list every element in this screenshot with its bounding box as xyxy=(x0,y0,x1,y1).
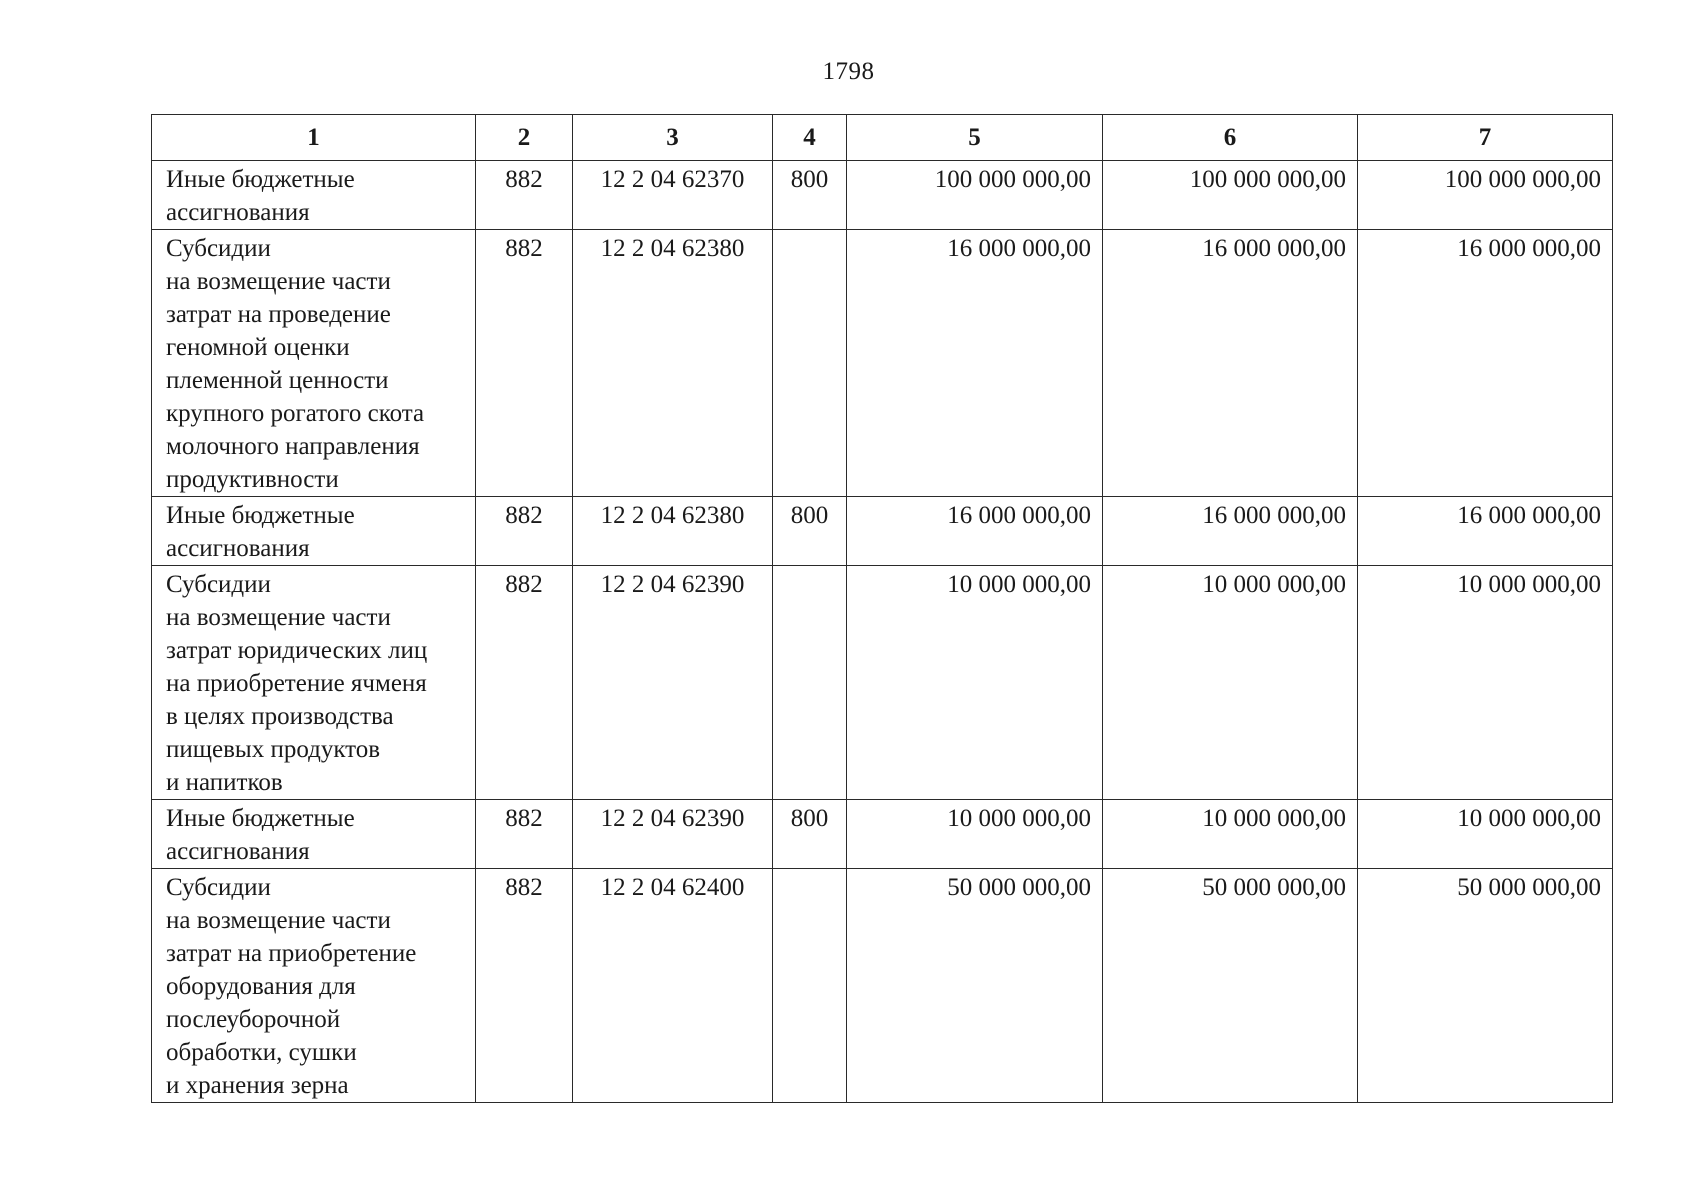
amount-col6-cell: 16 000 000,00 xyxy=(1103,230,1358,497)
target-article-cell: 12 2 04 62390 xyxy=(573,800,773,869)
budget-code-cell: 882 xyxy=(476,869,573,1103)
amount-col6-cell: 10 000 000,00 xyxy=(1103,800,1358,869)
target-article-cell: 12 2 04 62400 xyxy=(573,869,773,1103)
target-article-cell: 12 2 04 62370 xyxy=(573,161,773,230)
amount-col5-cell: 16 000 000,00 xyxy=(847,230,1103,497)
budget-code-cell: 882 xyxy=(476,497,573,566)
amount-col6-cell: 10 000 000,00 xyxy=(1103,566,1358,800)
item-name-line: ассигнования xyxy=(166,199,310,226)
item-name-line: и хранения зерна xyxy=(166,1072,349,1099)
amount-col6-cell: 50 000 000,00 xyxy=(1103,869,1358,1103)
table-body xyxy=(152,161,1613,1103)
expense-type-cell: 800 xyxy=(773,497,847,566)
item-name-line: и напитков xyxy=(166,769,283,796)
item-name-cell xyxy=(152,497,476,566)
budget-code-cell: 882 xyxy=(476,230,573,497)
item-name-cell xyxy=(152,566,476,800)
table-row xyxy=(152,230,1613,497)
target-article-cell: 12 2 04 62390 xyxy=(573,566,773,800)
item-name-line: затрат на проведение xyxy=(166,301,391,328)
item-name-line: затрат юридических лиц xyxy=(166,637,428,664)
item-name-line: Иные бюджетные xyxy=(166,502,355,529)
column-header: 7 xyxy=(1358,115,1613,161)
amount-col5-cell: 16 000 000,00 xyxy=(847,497,1103,566)
expense-type-cell: 800 xyxy=(773,161,847,230)
amount-col7-cell: 50 000 000,00 xyxy=(1358,869,1613,1103)
table-row xyxy=(152,800,1613,869)
column-header: 2 xyxy=(476,115,573,161)
item-name-line: послеуборочной xyxy=(166,1006,341,1033)
item-name-line: Иные бюджетные xyxy=(166,805,355,832)
item-name-line: на возмещение части xyxy=(166,907,391,934)
item-name-cell xyxy=(152,869,476,1103)
expense-type-cell xyxy=(773,869,847,1103)
amount-col7-cell: 16 000 000,00 xyxy=(1358,230,1613,497)
item-name-line: на возмещение части xyxy=(166,268,391,295)
column-header: 6 xyxy=(1103,115,1358,161)
header-row xyxy=(152,115,1613,161)
item-name-line: крупного рогатого скота xyxy=(166,400,425,427)
item-name-line: пищевых продуктов xyxy=(166,736,381,763)
column-header: 4 xyxy=(773,115,847,161)
item-name-line: Субсидии xyxy=(166,571,271,598)
amount-col6-cell: 100 000 000,00 xyxy=(1103,161,1358,230)
item-name-line: племенной ценности xyxy=(166,367,389,394)
column-header: 5 xyxy=(847,115,1103,161)
item-name-line: обработки, сушки xyxy=(166,1039,357,1066)
table-row xyxy=(152,161,1613,230)
amount-col7-cell: 100 000 000,00 xyxy=(1358,161,1613,230)
item-name-cell xyxy=(152,800,476,869)
target-article-cell: 12 2 04 62380 xyxy=(573,230,773,497)
item-name-line: ассигнования xyxy=(166,535,310,562)
table-row xyxy=(152,566,1613,800)
amount-col5-cell: 10 000 000,00 xyxy=(847,566,1103,800)
amount-col6-cell: 16 000 000,00 xyxy=(1103,497,1358,566)
budget-code-cell: 882 xyxy=(476,566,573,800)
column-header: 3 xyxy=(573,115,773,161)
item-name-line: на приобретение ячменя xyxy=(166,670,427,697)
budget-code-cell: 882 xyxy=(476,800,573,869)
budget-code-cell: 882 xyxy=(476,161,573,230)
amount-col7-cell: 10 000 000,00 xyxy=(1358,800,1613,869)
item-name-cell xyxy=(152,230,476,497)
amount-col5-cell: 50 000 000,00 xyxy=(847,869,1103,1103)
item-name-line: геномной оценки xyxy=(166,334,350,361)
table-row xyxy=(152,497,1613,566)
target-article-cell: 12 2 04 62380 xyxy=(573,497,773,566)
table-row xyxy=(152,869,1613,1103)
item-name-line: в целях производства xyxy=(166,703,394,730)
item-name-cell xyxy=(152,161,476,230)
budget-table xyxy=(151,114,1613,1103)
amount-col7-cell: 16 000 000,00 xyxy=(1358,497,1613,566)
expense-type-cell: 800 xyxy=(773,800,847,869)
item-name-line: Иные бюджетные xyxy=(166,166,355,193)
amount-col7-cell: 10 000 000,00 xyxy=(1358,566,1613,800)
item-name-line: на возмещение части xyxy=(166,604,391,631)
item-name-line: Субсидии xyxy=(166,874,271,901)
item-name-line: молочного направления xyxy=(166,433,420,460)
expense-type-cell xyxy=(773,230,847,497)
expense-type-cell xyxy=(773,566,847,800)
item-name-line: Субсидии xyxy=(166,235,271,262)
item-name-line: оборудования для xyxy=(166,973,356,1000)
item-name-line: продуктивности xyxy=(166,466,339,493)
page-number: 1798 xyxy=(822,58,875,85)
column-header: 1 xyxy=(152,115,476,161)
item-name-line: затрат на приобретение xyxy=(166,940,417,967)
item-name-line: ассигнования xyxy=(166,838,310,865)
amount-col5-cell: 10 000 000,00 xyxy=(847,800,1103,869)
amount-col5-cell: 100 000 000,00 xyxy=(847,161,1103,230)
